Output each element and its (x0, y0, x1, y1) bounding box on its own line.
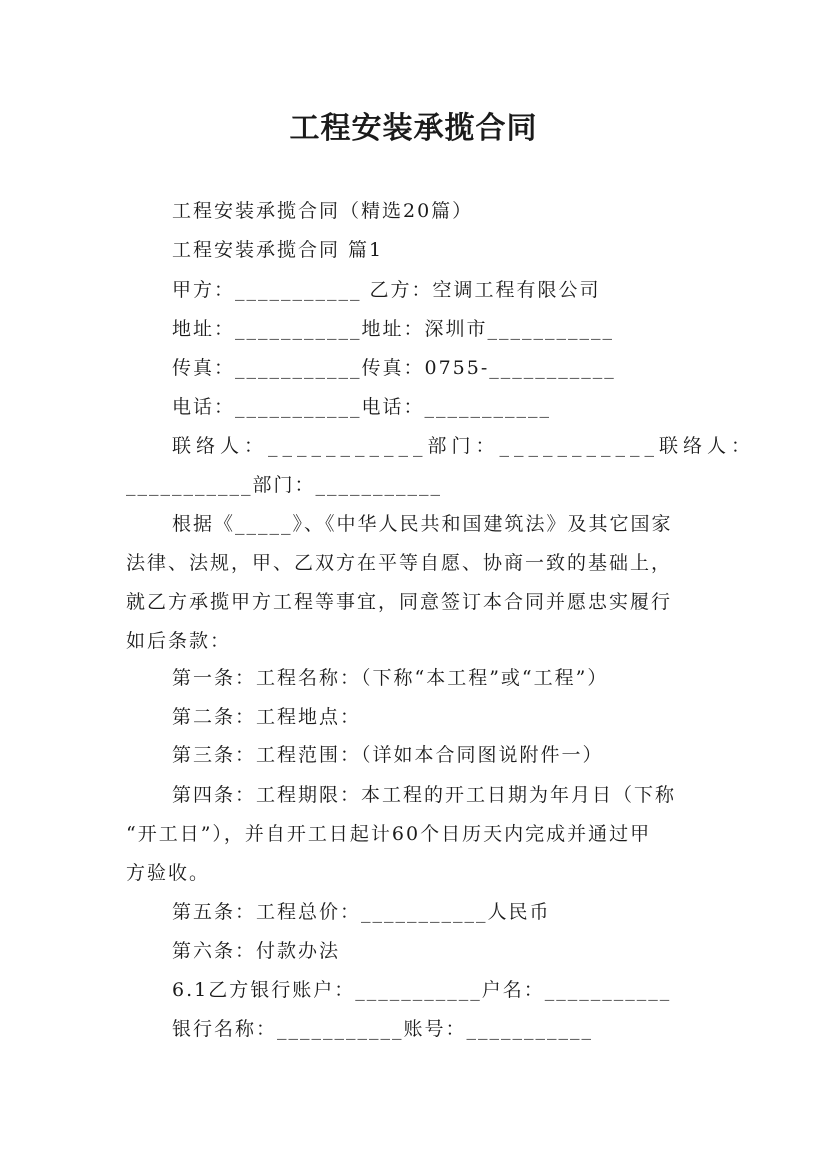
article-4-continued: 方验收。 (126, 862, 211, 884)
fax-line: 传真：___________传真：0755-___________ (172, 357, 616, 379)
article-1: 第一条：工程名称：（下称“本工程”或“工程”） (172, 667, 609, 689)
paragraph-line: 就乙方承揽甲方工程等事宜，同意签订本合同并愿忠实履行 (126, 591, 673, 613)
article-5: 第五条：工程总价：___________人民币 (172, 901, 551, 923)
paragraph-line: 根据《_____》、《中华人民共和国建筑法》及其它国家 (172, 513, 673, 535)
article-4-continued: “开工日”），并自开工日起计60个日历天内完成并通过甲 (126, 823, 652, 845)
bank-account-line: 6.1乙方银行账户：___________户名：___________ (172, 979, 672, 1001)
section-heading: 工程安装承揽合同 篇1 (172, 239, 384, 261)
bank-name-line: 银行名称：___________账号：___________ (172, 1018, 594, 1040)
address-line: 地址：___________地址：深圳市___________ (172, 318, 615, 340)
article-2: 第二条：工程地点： (172, 706, 362, 728)
contact-line-continued: ___________部门：___________ (126, 474, 443, 496)
article-3: 第三条：工程范围：（详如本合同图说附件一） (172, 744, 604, 766)
contact-line: 联络人：___________部门：___________联络人： (172, 435, 756, 457)
phone-line: 电话：___________电话：___________ (172, 396, 552, 418)
document-title: 工程安装承揽合同 (289, 111, 538, 146)
article-4: 第四条：工程期限：本工程的开工日期为年月日（下称 (172, 784, 677, 806)
article-6: 第六条：付款办法 (172, 940, 341, 962)
party-line: 甲方：___________ 乙方：空调工程有限公司 (172, 279, 601, 301)
subtitle-line: 工程安装承揽合同（精选20篇） (172, 200, 474, 222)
paragraph-line: 如后条款： (126, 630, 232, 652)
paragraph-line: 法律、法规，甲、乙双方在平等自愿、协商一致的基础上， (126, 552, 673, 574)
